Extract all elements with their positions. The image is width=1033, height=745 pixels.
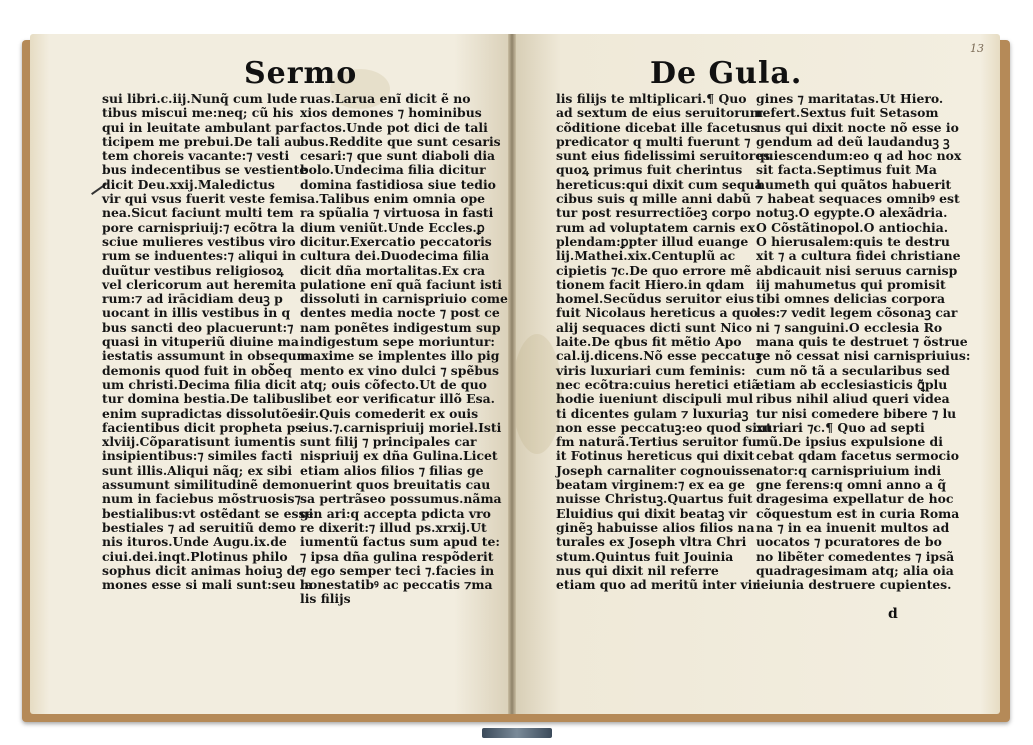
text-line: cultura dei.Duodecima filia [300, 248, 490, 264]
text-line: dicitur.Exercatio peccatoris [300, 233, 492, 249]
text-line: iumentũ factus sum apud te: [300, 534, 500, 550]
text-line: cum nõ tã a secularibus sed [756, 362, 950, 378]
text-line: xit ⁊ a cultura fidei christiane [756, 248, 961, 264]
folio-number: 13 [970, 42, 984, 55]
text-line: factos.Unde pot dici de tali [300, 119, 488, 135]
text-line: Eluidius qui dixit beataꝫ vir [556, 505, 748, 521]
text-line: ni ⁊ sanguini.O ecclesia Ro [756, 319, 943, 335]
left-page-heading: Sermo [244, 56, 358, 91]
text-line: fuit Nicolaus hereticus a quo [556, 305, 758, 321]
left-column-1 [102, 92, 313, 592]
right-page [512, 34, 1000, 714]
text-line: ti dicentes gulam ⁊ luxuriaꝫ [556, 405, 749, 421]
text-line: refert.Sextus fuit Setasom [756, 105, 939, 121]
text-line: ticipem me prebui.De tali au [102, 133, 302, 149]
text-line: bus indecentibus se vestiente [102, 162, 308, 178]
text-line: quiescendum:eo q ad hoc nox [756, 148, 962, 164]
text-line: dium veniũt.Unde Eccles.ꝑ [300, 219, 485, 235]
text-line: dissoluti in carnispriuio come [300, 291, 508, 307]
text-line: etiam ab ecclesiasticis ꝗ̃plu [756, 376, 948, 392]
text-line: homel.Secũdus seruitor eius [556, 291, 755, 307]
text-line: notuꝫ.O egypte.O alexãdria. [756, 205, 948, 221]
open-book [22, 34, 1010, 724]
text-line: rum ad voluptatem carnis ex [556, 219, 755, 235]
text-line: nispriuij ex dña Gulina.Licet [300, 448, 498, 464]
text-line: lij.Mathei.xix.Centuplũ ac [556, 248, 736, 264]
text-line: rum se induentes:⁊ aliqui in [102, 248, 296, 264]
text-line: iir.Quis comederit ex ouis [300, 405, 479, 421]
text-line: honestatibꝰ ac peccatis ⁊ma [300, 577, 493, 593]
text-line: humeth qui quãtos habuerit [756, 176, 952, 192]
text-line: lis filijs te mltiplicari.¶ Quo [556, 91, 747, 106]
text-line: sciue mulieres vestibus viro [102, 233, 296, 249]
text-line: fm naturã.Tertius seruitor fu [556, 434, 757, 450]
text-line: ra spũalia ⁊ virtuosa in fasti [300, 205, 494, 221]
text-line: sui libri.c.iij.Nunq̃ cum lude [102, 91, 298, 106]
text-line: nus qui dixit nocte nõ esse io [756, 119, 959, 135]
text-line: mones esse si mali sunt:seu la [102, 577, 313, 593]
paper-stain [512, 334, 562, 454]
text-line: cõditione dicebat ille facetus [556, 119, 758, 135]
text-line: tem choreis vacante:⁊ vesti [102, 148, 290, 164]
text-line: sunt filij ⁊ principales car [300, 434, 477, 450]
text-line: etiam quo ad meritũ inter vir [556, 577, 759, 593]
text-line: mana quis te destruet ⁊ õstrue [756, 334, 968, 350]
left-page [30, 34, 512, 714]
text-line: re dixerit:⁊ illud ps.xrxij.Ut [300, 519, 487, 535]
text-line: cibus suis q mille anni dabũ [556, 191, 752, 207]
text-line: xios demones ⁊ hominibus [300, 105, 482, 121]
text-line: assumunt similitudinẽ demo [102, 477, 301, 493]
text-line: beatam virginem:⁊ ex ea ge [556, 477, 745, 493]
signature-mark: d [888, 606, 898, 622]
text-line: insipientibus:⁊ similes facti [102, 448, 293, 464]
text-line: sa.Talibus enim omnia ope [300, 191, 486, 207]
text-line: na ⁊ in ea inuenit multos ad [756, 519, 950, 535]
book-gutter [508, 34, 516, 714]
text-line: tibi omnes delicias corpora [756, 291, 946, 307]
text-line: cõquestum est in curia Roma [756, 505, 960, 521]
text-line: nuerint quos breuitatis cau [300, 477, 491, 493]
text-line: ciui.dei.inqt.Plotinus philo [102, 548, 288, 564]
text-line: lis filijs [300, 591, 351, 607]
text-line: re nõ cessat nisi carnispriuius: [756, 348, 971, 364]
text-line: mũ.De ipsius expulsione di [756, 434, 943, 450]
text-line: O hierusalem:quis te destru [756, 233, 950, 249]
text-line: ruas.Larua enĩ dicit ẽ no [300, 91, 471, 106]
text-line: indigestum sepe moriuntur: [300, 334, 495, 350]
text-line: hodie iueniunt discipuli mul [556, 391, 754, 407]
text-line: libet eor verificatur illõ Esa. [300, 391, 495, 407]
binding-spine [482, 728, 552, 738]
text-line: plendam:ꝑpter illud euange [556, 233, 749, 249]
text-line: qui in leuitate ambulant par [102, 119, 299, 135]
text-line: xuriari ⁊c.¶ Quo ad septi [756, 419, 925, 435]
text-line: turales ex Joseph vltra Chri [556, 534, 747, 550]
text-line: tur nisi comedere bibere ⁊ lu [756, 405, 957, 421]
text-line: tur post resurrectiõeꝫ corpo [556, 205, 751, 221]
text-line: laite.De qbus fit mẽtio Apo [556, 334, 742, 350]
text-line: dentes media nocte ⁊ post ce [300, 305, 500, 321]
text-line: iestatis assumunt in obsequm [102, 348, 310, 364]
text-line: enim supradictas dissolutões [102, 405, 305, 421]
text-line: no libẽter comedentes ⁊ ipsã [756, 548, 955, 564]
text-line: dicit Deu.xxij.Maledictus [102, 176, 275, 192]
text-line: num in faciebus mõstruosis⁊ [102, 491, 301, 507]
text-line: O Cõstãtinopol.O antiochia. [756, 219, 949, 235]
text-line: dragesima expellatur de hoc [756, 491, 954, 507]
text-line: xlviij.Cõparatisunt iumentis [102, 434, 296, 450]
right-column-1 [556, 92, 772, 592]
text-line: non esse peccatuꝫ:eo quod sint [556, 419, 772, 435]
right-page-heading: De Gula. [650, 56, 803, 91]
text-line: cal.ij.dicens.Nõ esse peccatuꝫ [556, 348, 762, 364]
text-line: sunt illis.Aliqui nãq; ex sibi [102, 462, 293, 478]
text-line: cipietis ⁊c.De quo errore mẽ [556, 262, 752, 278]
text-line: cebat qdam facetus sermocio [756, 448, 960, 464]
text-line: tionem facit Hiero.in qdam [556, 276, 745, 292]
text-line: tur domina bestia.De talibus [102, 391, 301, 407]
right-column-2 [756, 92, 970, 592]
text-line: nuisse Christuꝫ.Quartus fuit [556, 491, 753, 507]
text-line: ⁊ ipsa dña gulina respõderit [300, 548, 494, 564]
text-line: sit facta.Septimus fuit Ma [756, 162, 937, 178]
text-line: gines ⁊ maritatas.Ut Hiero. [756, 91, 944, 106]
text-line: ribus nihil aliud queri videa [756, 391, 950, 407]
text-line: gendum ad deũ laudanduꝫ ꝫ [756, 133, 950, 149]
text-line: Joseph carnaliter cognouisse [556, 462, 758, 478]
text-line: bolo.Undecima filia dicitur [300, 162, 486, 178]
text-line: quoꝝ primus fuit cherintus [556, 162, 743, 178]
text-line: rum:⁊ ad irācidiam deuꝫ p [102, 291, 283, 307]
left-column-2 [300, 92, 508, 607]
text-line: duũtur vestibus religiosoꝝ [102, 262, 284, 278]
text-line: nis ituros.Unde Augu.ix.de [102, 534, 287, 550]
text-line: viris luxuriari cum feminis: [556, 362, 746, 378]
text-line: ⁊ ego semper teci ⁊.facies in [300, 562, 495, 578]
text-line: nea.Sicut faciunt multi tem [102, 205, 294, 221]
text-line: alij sequaces dicti sunt Nico [556, 319, 753, 335]
text-line: bestiales ⁊ ad seruitiũ demo [102, 519, 297, 535]
text-line: pore carnispriuij:⁊ ecõtra la [102, 219, 295, 235]
text-line: sa pertrãseo possumus.nãma [300, 491, 502, 507]
text-line: ⁊ habeat sequaces omnibꝰ est [756, 191, 960, 207]
text-line: pulatione enĩ quã faciunt isti [300, 276, 503, 292]
text-line: it Fotinus hereticus qui dixit [556, 448, 755, 464]
text-line: quadragesimam atq; alia oia [756, 562, 954, 578]
text-line: maxime se implentes illo pig [300, 348, 500, 364]
text-line: uocatos ⁊ pcuratores de bo [756, 534, 942, 550]
text-line: facientibus dicit propheta ps [102, 419, 303, 435]
text-line: hereticus:qui dixit cum sequa [556, 176, 763, 192]
text-line: atq; ouis cõfecto.Ut de quo [300, 376, 487, 392]
text-line: nus qui dixit nil referre [556, 562, 719, 578]
text-line: bestialibus:vt ostẽdant se esse [102, 505, 314, 521]
text-line: sunt eius fidelissimi seruitores [556, 148, 771, 164]
text-line: vir qui vsus fuerit veste femi [102, 191, 301, 207]
text-line: predicator q multi fuerunt ⁊ [556, 133, 751, 149]
text-line: etiam alios filios ⁊ filias ge [300, 462, 484, 478]
text-line: cesari:⁊ que sunt diaboli dia [300, 148, 496, 164]
text-line: iij mahumetus qui promisit [756, 276, 946, 292]
text-line: tibus miscui me:neq; cũ his [102, 105, 294, 121]
text-line: gne ferens:q omni anno a q̃ [756, 477, 947, 493]
text-line: gin ari:q accepta pdicta vro [300, 505, 491, 521]
text-line: bus sancti deo placuerunt:⁊ [102, 319, 294, 335]
text-line: stum.Quintus fuit Jouinia [556, 548, 734, 564]
text-line: ieiunia destruere cupientes. [756, 577, 952, 593]
text-line: nator:q carnispriuium indi [756, 462, 942, 478]
text-line: dicit dña mortalitas.Ex cra [300, 262, 486, 278]
text-line: nec ecõtra:cuius heretici etiã [556, 376, 760, 392]
text-line: vel clericorum aut heremita [102, 276, 297, 292]
text-line: sophus dicit animas hoiuꝫ de [102, 562, 304, 578]
text-line: mento ex vino dulci ⁊ spẽbus [300, 362, 499, 378]
text-line: les:⁊ vedit legem cõsonaꝫ car [756, 305, 958, 321]
text-line: domina fastidiosa siue tedio [300, 176, 496, 192]
text-line: uocant in illis vestibus in q [102, 305, 291, 321]
text-line: eius.⁊.carnispriuij morieƚ.Isti [300, 419, 502, 435]
text-line: bus.Reddite que sunt cesaris [300, 133, 501, 149]
text-line: ginẽꝫ habuisse alios filios na [556, 519, 755, 535]
text-line: abdicauit nisi seruus carnisp [756, 262, 958, 278]
text-line: nam ponẽtes indigestum sup [300, 319, 501, 335]
text-line: ad sextum de eius seruitorum [556, 105, 763, 121]
text-line: demonis quod fuit in obꝺ̃eq [102, 362, 292, 378]
text-line: quasi in vituperiũ diuine ma [102, 334, 299, 350]
text-line: um christi.Decima filia dicit [102, 376, 297, 392]
